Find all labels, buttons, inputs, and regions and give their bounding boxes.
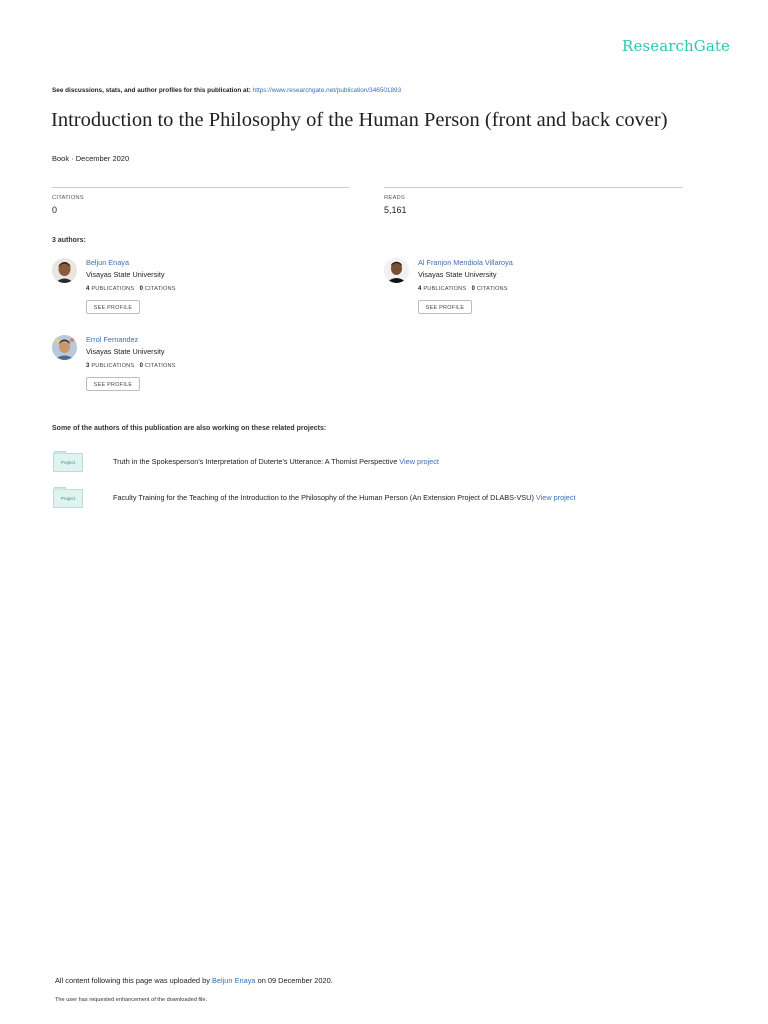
citations-label: CITATIONS: [476, 286, 508, 292]
publication-title: Introduction to the Philosophy of the Human Person (front and back cover): [51, 109, 668, 131]
upload-prefix: All content following this page was uploaded by: [55, 976, 210, 985]
project-item-2: [113, 493, 576, 502]
see-profile-button[interactable]: SEE PROFILE: [86, 377, 140, 391]
avatar[interactable]: [52, 258, 77, 283]
publications-label: PUBLICATIONS: [91, 363, 135, 369]
project-folder-icon: Project: [53, 453, 83, 472]
publication-source-line: [52, 87, 401, 94]
author-card-1: [52, 258, 352, 330]
view-project-link[interactable]: View project: [535, 493, 576, 502]
publication-url-link[interactable]: https://www.researchgate.net/publication/346501893: [252, 87, 402, 94]
project-title: Faculty Training for the Teaching of the Introduction to the Philosophy of the Human Person (An Extension Project of DLABS-VSU): [113, 493, 534, 502]
author-name-link[interactable]: Al Franjon Mendiola Villaroya: [418, 258, 513, 267]
enhancement-note: The user has requested enhancement of the downloaded file.: [55, 997, 208, 1003]
reads-divider: [384, 187, 683, 188]
author-stats: [418, 286, 508, 292]
publications-count: 4: [86, 286, 90, 292]
author-stats: [86, 286, 176, 292]
researchgate-logo[interactable]: ResearchGate: [622, 37, 730, 55]
project-folder-icon: Project: [53, 489, 83, 508]
citations-count: 0: [139, 286, 144, 292]
publications-label: PUBLICATIONS: [423, 286, 467, 292]
see-profile-button[interactable]: SEE PROFILE: [86, 300, 140, 314]
citations-value: 0: [52, 205, 58, 215]
citations-divider: [52, 187, 350, 188]
project-title: Truth in the Spokesperson's Interpretation of Duterte's Utterance: A Thomist Perspective: [113, 457, 398, 466]
avatar[interactable]: [384, 258, 409, 283]
author-card-3: [52, 335, 352, 407]
view-project-link[interactable]: View project: [399, 457, 439, 466]
author-stats: [86, 363, 176, 369]
project-item-1: [113, 457, 439, 466]
author-affiliation: Visayas State University: [86, 270, 165, 279]
publications-count: 3: [86, 363, 90, 369]
publications-count: 4: [418, 286, 422, 292]
see-profile-button[interactable]: SEE PROFILE: [418, 300, 472, 314]
publication-meta: Book · December 2020: [52, 154, 130, 163]
upload-date: on 09 December 2020.: [257, 976, 333, 985]
author-name-link[interactable]: Errol Fernandez: [86, 335, 139, 344]
authors-heading: 3 authors:: [52, 237, 86, 244]
publications-label: PUBLICATIONS: [91, 286, 135, 292]
author-affiliation: Visayas State University: [86, 347, 165, 356]
author-name-link[interactable]: Beljun Enaya: [86, 258, 130, 267]
citations-label: CITATIONS: [144, 363, 176, 369]
upload-notice: [55, 976, 333, 985]
reads-value: 5,161: [384, 205, 407, 215]
citations-count: 0: [139, 363, 144, 369]
author-affiliation: Visayas State University: [418, 270, 497, 279]
author-card-2: [384, 258, 684, 330]
uploader-link[interactable]: Beljun Enaya: [211, 976, 256, 985]
avatar[interactable]: [52, 335, 77, 360]
related-projects-heading: Some of the authors of this publication are also working on these related projects:: [52, 425, 327, 432]
reads-label: READS: [384, 195, 405, 201]
citations-label: CITATIONS: [144, 286, 176, 292]
citations-count: 0: [471, 286, 476, 292]
source-label: See discussions, stats, and author profiles for this publication at:: [52, 87, 251, 94]
citations-label: CITATIONS: [52, 195, 84, 201]
